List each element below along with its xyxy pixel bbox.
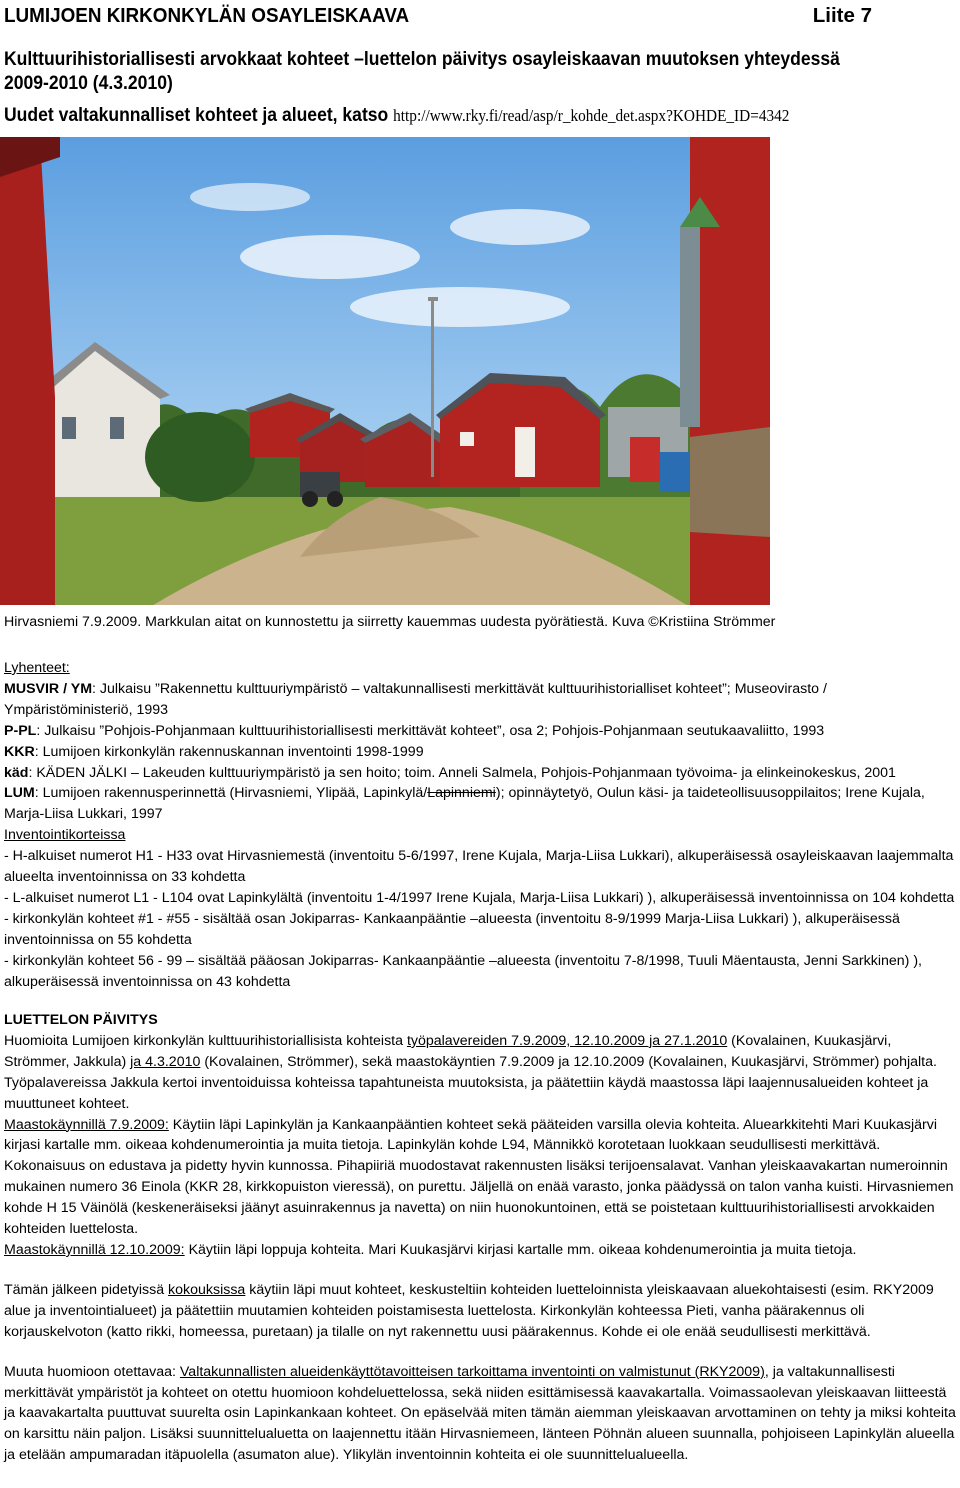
abbr-text: : Lumijoen kirkonkylän rakennuskannan inventointi 1998-1999 (34, 743, 424, 760)
abbr-key: LUM (4, 785, 35, 802)
abbr-lum (4, 783, 956, 825)
abbr-key: käd (4, 764, 29, 781)
abbr-strike: Lapinniemi (427, 785, 496, 802)
abbr-text: : Lumijoen rakennusperinnettä (Hirvasniemi, Ylipää, Lapinkylä/ (34, 785, 428, 802)
update-paragraph-5: Tämän jälkeen pidetyissä kokouksissa käytiin läpi muut kohteet, keskusteltiin kohteiden luetteloinnista yleiskaavaan aluekohtaisesti (esim. RKY2009 alue ja inventointialueet) ja päätettiin muutamien kohteiden poistamisesta luettelosta. Kirkonkylän kohteessa Pieti, vanha päärakennus oli korjauskelvoton (katto rikki, homeessa, puretaan) ja tilalle on nyt rakennettu uusi päärakennus. Kohde ei ole enää seudullisesti merkittävä. (4, 1281, 934, 1340)
abbr-key: KKR (4, 743, 35, 760)
update-paragraph-2: Työpalavereissa Jakkula kertoi inventoiduissa kohteissa tapahtuneista muutoksista, ja päätettiin käydä maastossa läpi laajennusalueiden kohteet ja muuttuneet kohteet. (4, 1074, 929, 1112)
update-paragraph-4: Maastokäynnillä 12.10.2009: Käytiin läpi loppuja kohteita. Mari Kuukasjärvi kirjasi kartalle mm. oikeaa kohdenumerointia ja muita tietoja. (4, 1241, 857, 1258)
abbreviations-heading: Lyhenteet: (4, 660, 70, 676)
inventory-heading: Inventointikorteissa (4, 827, 126, 844)
update-heading: LUETTELON PÄIVITYS (4, 1012, 158, 1028)
abbr-text: : Julkaisu ”Rakennettu kulttuuriympäristö – valtakunnallisesti merkittävät kulttuurihistorialliset kohteet”; Museovirasto / Ympäristöministeriö, 1993 (4, 680, 827, 718)
document-subtitle: Kulttuurihistoriallisesti arvokkaat kohteet –luettelon päivitys osayleiskaavan muutoksen yhteydessä (4, 48, 840, 70)
inventory-item: - kirkonkylän kohteet 56 - 99 – sisältää pääosan Jokiparras- Kankaanpääntie –alueesta (inventoitu 7-8/1998, Tuuli Mäentausta, Jenni Sarkkinen) ), alkuperäisessä inventoinnissa on 43 kohdetta (4, 952, 923, 990)
farm-photo (0, 137, 770, 605)
abbr-key: P-PL (4, 722, 37, 739)
new-sites-line (4, 104, 789, 127)
document-title: LUMIJOEN KIRKONKYLÄN OSAYLEISKAAVA (4, 4, 410, 27)
rky-link[interactable]: http://www.rky.fi/read/asp/r_kohde_det.aspx?KOHDE_ID=4342 (393, 106, 790, 125)
update-paragraph-6: Muuta huomioon otettavaa: Valtakunnallisten alueidenkäyttötavoitteisen tarkoittama inventointi on valmistunut (RKY2009), ja valtakunnallisesti merkittävät ympäristöt ja kohteet on otettu huomioon kohdeluettelossa, sekä niiden esittämisessä kaavakartalla. Voimassaolevan yleiskaavan liitteestä ja kaavakartalta puuttuvat suurelta osin Lapinkankaan kohteet. On epäselvää miten tämän aiemman yleiskaavan arvottaminen on tehty ja miksi kohteita on karsittu näin paljon. Lisäksi suunnittelualuetta on laajennettu itään Hirvasniemeen, länteen Pöhnän alueen suunnalla, pohjoiseen Lapinkylän alueella ja etelään ampumaradan itäpuolella (asumaton alue). Ylikylän inventoinnin kohteita ei ole suunnittelualueella. (4, 1363, 956, 1464)
abbr-ppl (4, 721, 956, 742)
abbr-text: : KÄDEN JÄLKI – Lakeuden kulttuuriympäristö ja sen hoito; toim. Anneli Salmela, Pohjois-Pohjanmaan työvoima- ja elinkeinokeskus, 2001 (28, 764, 896, 781)
spacer (4, 1261, 956, 1280)
inventory-item: - H-alkuiset numerot H1 - H33 ovat Hirvasniemestä (inventoitu 5-6/1997, Irene Kujala, Marja-Liisa Lukkari), alkuperäisessä osayleiskaavan laajemmalta alueelta inventoinnissa on 33 kohdetta (4, 848, 954, 886)
appendix-label: Liite 7 (812, 4, 872, 27)
update-paragraph-1: Huomioita Lumijoen kirkonkylän kulttuurihistoriallisista kohteista työpalavereiden 7.9.2009, 12.10.2009 ja 27.1.2010 (Kovalainen, Kuukasjärvi, Strömmer, Jakkula) ja 4.3.2010 (Kovalainen, Strömmer), sekä maastokäyntien 7.9.2009 ja 12.10.2009 (Kovalainen, Kuukasjärvi, Strömmer) pohjalta. (4, 1032, 937, 1070)
abbr-text: ); opinnäytetyö, Oulun käsi- ja taideteollisuusoppilaitos; Irene Kujala, Marja-Liisa Lukkari, 1997 (4, 785, 925, 823)
abbr-kad (4, 763, 956, 784)
update-section (4, 1010, 956, 1466)
abbr-kkr (4, 742, 956, 763)
spacer (4, 1343, 956, 1362)
update-paragraph-3: Maastokäynnillä 7.9.2009: Käytiin läpi Lapinkylän ja Kankaanpääntien kohteet sekä pääteiden varsilla olevia kohteita. Aluearkkitehti Mari Kuukasjärvi kirjasi kartalle mm. oikeaa kohdenumerointia ja muita tietoja. Lapinkylän kohde L94, Männikkö korotetaan luokkaan seudullisesti merkittävä. Kokonaisuus on edustava ja pidetty hyvin kunnossa. Pihapiiriä muodostavat rakennusten lisäksi terijoensalavat. Vanhan yleiskaavakartan numeroinnin mukainen numero 36 Einola (KKR 28, kirkkopuiston vieressä), on purettu. Jäljellä on enää varasto, jonka päädyssä on talon vanha kuisti. Hirvasniemen kohde H 15 Väinölä (keskeneräiseksi jäänyt asuinrakennus ja navetta) on niin huonokuntoinen, että se poistetaan kulttuurihistoriallisesti arvokkaiden kohteiden luettelosta. (4, 1116, 954, 1238)
abbr-text: : Julkaisu ”Pohjois-Pohjanmaan kulttuurihistoriallisesti merkittävät kohteet”, osa 2; Pohjois-Pohjanmaan seutukaavaliitto, 1993 (36, 722, 825, 739)
abbreviations-section (4, 658, 956, 993)
new-sites-label: Uudet valtakunnalliset kohteet ja alueet, katso (4, 104, 389, 126)
inventory-item: - L-alkuiset numerot L1 - L104 ovat Lapinkylältä (inventoitu 1-4/1997 Irene Kujala, Marja-Liisa Lukkari) ), alkuperäisessä inventoinnissa on 104 kohdetta (4, 889, 955, 906)
abbr-musvir (4, 679, 956, 721)
document-date: 2009-2010 (4.3.2010) (4, 72, 173, 94)
photo-caption: Hirvasniemi 7.9.2009. Markkulan aitat on kunnostettu ja siirretty kauemmas uudesta pyörätiestä. Kuva ©Kristiina Strömmer (4, 614, 776, 630)
abbr-key: MUSVIR / YM (4, 680, 93, 697)
inventory-item: - kirkonkylän kohteet #1 - #55 - sisältää osan Jokiparras- Kankaanpääntie –alueesta (inventoitu 8-9/1999 Marja-Liisa Lukkari) ), alkuperäisessä inventoinnissa on 55 kohdetta (4, 910, 900, 948)
